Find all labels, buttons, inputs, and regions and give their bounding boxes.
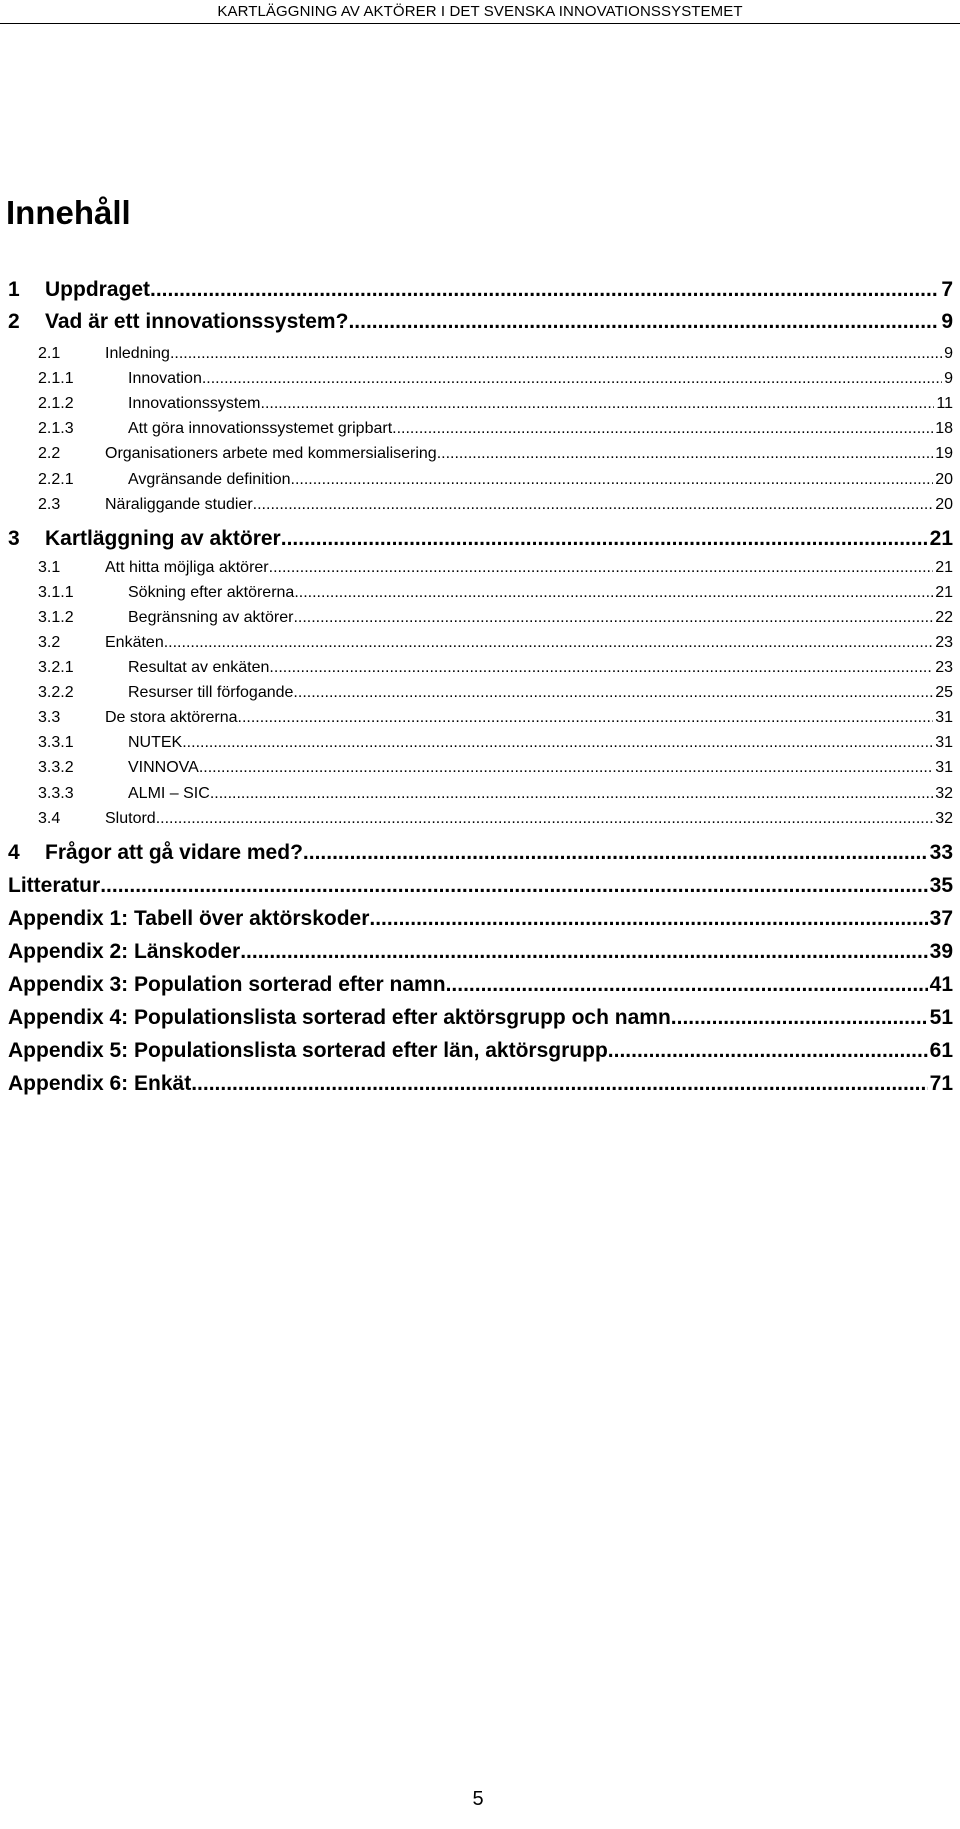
toc-entry[interactable] — [0, 1006, 953, 1030]
toc-entry[interactable] — [0, 310, 953, 334]
toc-entry-page: 21 — [929, 527, 953, 550]
toc-entry[interactable] — [0, 841, 953, 865]
toc-entry-title: Appendix 6: Enkät — [8, 1072, 192, 1095]
toc-dot-leader — [369, 907, 927, 931]
toc-dot-leader — [238, 709, 934, 727]
toc-dot-leader — [210, 785, 933, 803]
toc-entry-number: 2.2 — [38, 445, 61, 462]
toc-entry-page: 23 — [935, 634, 953, 651]
toc-entry-title: Organisationers arbete med kommersialisering — [105, 445, 437, 462]
toc-entry-title: Begränsning av aktörer — [128, 609, 294, 626]
toc-entry-page: 22 — [935, 609, 953, 626]
toc-dot-leader — [170, 345, 942, 363]
toc-dot-leader — [253, 496, 934, 514]
toc-entry-title: Appendix 1: Tabell över aktörskoder — [8, 907, 370, 930]
toc-entry-number: 1 — [8, 278, 20, 301]
toc-entry-title: Appendix 5: Populationslista sorterad efter län, aktörsgrupp — [8, 1039, 608, 1062]
toc-dot-leader — [202, 370, 942, 388]
toc-entry[interactable] — [0, 609, 953, 627]
toc-entry-page: 7 — [941, 278, 953, 301]
toc-entry-page: 19 — [935, 445, 953, 462]
toc-entry-title: VINNOVA — [128, 759, 199, 776]
toc-entry-number: 3.3.2 — [38, 759, 74, 776]
toc-entry-number: 2.1.1 — [38, 370, 74, 387]
toc-dot-leader — [293, 684, 933, 702]
toc-title: Innehåll — [6, 194, 131, 231]
toc-entry-title: Enkäten — [105, 634, 164, 651]
toc-entry-page: 21 — [935, 559, 953, 576]
toc-entry[interactable] — [0, 1039, 953, 1063]
toc-dot-leader — [281, 527, 928, 551]
toc-entry-page: 61 — [929, 1039, 953, 1062]
running-header: KARTLÄGGNING AV AKTÖRER I DET SVENSKA INNOVATIONSSYSTEMET — [217, 3, 743, 20]
toc-entry[interactable] — [0, 659, 953, 677]
toc-entry-title: Att göra innovationssystemet gripbart — [128, 420, 393, 437]
toc-entry-title: Slutord — [105, 810, 156, 827]
toc-entry-title: Sökning efter aktörerna — [128, 584, 295, 601]
toc-dot-leader — [671, 1006, 928, 1030]
toc-entry-title: Uppdraget — [45, 278, 150, 301]
toc-entry[interactable] — [0, 471, 953, 489]
toc-entry[interactable] — [0, 559, 953, 577]
toc-entry-number: 3.2.1 — [38, 659, 74, 676]
toc-entry-page: 23 — [935, 659, 953, 676]
toc-entry-title: Resultat av enkäten — [128, 659, 270, 676]
toc-entry-title: Innovationssystem — [128, 395, 261, 412]
toc-dot-leader — [392, 420, 933, 438]
toc-entry-page: 9 — [944, 345, 953, 362]
toc-entry-title: NUTEK — [128, 734, 183, 751]
toc-entry-number: 3.2.2 — [38, 684, 74, 701]
toc-entry-title: Litteratur — [8, 874, 101, 897]
toc-dot-leader — [191, 1072, 927, 1096]
toc-entry[interactable] — [0, 874, 953, 898]
toc-dot-leader — [100, 874, 927, 898]
toc-entry-page: 20 — [935, 496, 953, 513]
toc-entry[interactable] — [0, 395, 953, 413]
toc-dot-leader — [446, 973, 928, 997]
toc-entry-title: Avgränsande definition — [128, 471, 291, 488]
toc-entry[interactable] — [0, 940, 953, 964]
toc-entry-number: 3 — [8, 527, 20, 550]
toc-entry-page: 31 — [935, 709, 953, 726]
toc-entry-page: 33 — [929, 841, 953, 864]
toc-entry-page: 35 — [929, 874, 953, 897]
toc-entry-title: Appendix 3: Population sorterad efter namn — [8, 973, 446, 996]
toc-entry[interactable] — [0, 1072, 953, 1096]
toc-dot-leader — [348, 310, 939, 334]
toc-entry[interactable] — [0, 527, 953, 551]
toc-entry[interactable] — [0, 709, 953, 727]
toc-entry-number: 3.3.1 — [38, 734, 74, 751]
toc-entry-title: Frågor att gå vidare med? — [45, 841, 303, 864]
toc-entry-page: 39 — [929, 940, 953, 963]
toc-entry-number: 2.1.2 — [38, 395, 74, 412]
toc-entry-number: 3.1.2 — [38, 609, 74, 626]
toc-entry-title: Appendix 4: Populationslista sorterad efter aktörsgrupp och namn — [8, 1006, 671, 1029]
toc-entry-number: 2.1 — [38, 345, 61, 362]
toc-dot-leader — [182, 734, 933, 752]
toc-entry-page: 11 — [936, 395, 953, 412]
toc-entry-page: 25 — [935, 684, 953, 701]
toc-entry-number: 3.3 — [38, 709, 61, 726]
toc-entry-page: 71 — [929, 1072, 953, 1095]
toc-entry-title: De stora aktörerna — [105, 709, 238, 726]
toc-entry-title: Inledning — [105, 345, 170, 362]
toc-dot-leader — [269, 559, 934, 577]
toc-entry-number: 2.2.1 — [38, 471, 74, 488]
toc-entry-page: 9 — [944, 370, 953, 387]
toc-entry-page: 51 — [929, 1006, 953, 1029]
toc-entry[interactable] — [0, 810, 953, 828]
toc-entry-page: 20 — [935, 471, 953, 488]
toc-dot-leader — [303, 841, 928, 865]
toc-entry-page: 18 — [935, 420, 953, 437]
toc-entry[interactable] — [0, 278, 953, 302]
toc-entry-page: 31 — [935, 759, 953, 776]
toc-entry[interactable] — [0, 345, 953, 363]
toc-entry[interactable] — [0, 584, 953, 602]
toc-entry[interactable] — [0, 496, 953, 514]
toc-entry-page: 37 — [929, 907, 953, 930]
toc-entry-number: 3.1.1 — [38, 584, 74, 601]
toc-dot-leader — [608, 1039, 928, 1063]
toc-entry[interactable] — [0, 759, 953, 777]
toc-entry[interactable] — [0, 420, 953, 438]
toc-entry-number: 3.1 — [38, 559, 61, 576]
toc-entry[interactable] — [0, 445, 953, 463]
toc-dot-leader — [437, 445, 934, 463]
toc-entry-page: 32 — [935, 810, 953, 827]
toc-entry-page: 21 — [935, 584, 953, 601]
toc-entry-title: Vad är ett innovationssystem? — [45, 310, 349, 333]
toc-dot-leader — [261, 395, 935, 413]
toc-dot-leader — [291, 471, 934, 489]
toc-entry[interactable] — [0, 684, 953, 702]
toc-entry[interactable] — [0, 907, 953, 931]
toc-entry-number: 2 — [8, 310, 20, 333]
toc-entry-number: 3.2 — [38, 634, 61, 651]
toc-entry-number: 2.3 — [38, 496, 61, 513]
toc-entry[interactable] — [0, 785, 953, 803]
toc-entry-title: Appendix 2: Länskoder — [8, 940, 241, 963]
toc-entry-title: ALMI – SIC — [128, 785, 210, 802]
toc-entry-number: 2.1.3 — [38, 420, 74, 437]
toc-entry-page: 31 — [935, 734, 953, 751]
toc-entry-number: 4 — [8, 841, 20, 864]
toc-dot-leader — [294, 584, 933, 602]
toc-entry[interactable] — [0, 734, 953, 752]
toc-dot-leader — [269, 659, 933, 677]
page-number: 5 — [472, 1788, 484, 1810]
toc-dot-leader — [164, 634, 933, 652]
toc-dot-leader — [293, 609, 933, 627]
toc-entry-page: 9 — [941, 310, 953, 333]
toc-entry-page: 41 — [929, 973, 953, 996]
toc-entry-number: 3.3.3 — [38, 785, 74, 802]
toc-entry-title: Kartläggning av aktörer — [45, 527, 281, 550]
toc-entry[interactable] — [0, 634, 953, 652]
toc-entry[interactable] — [0, 370, 953, 388]
toc-entry-title: Innovation — [128, 370, 202, 387]
toc-entry-title: Att hitta möjliga aktörer — [105, 559, 269, 576]
toc-dot-leader — [156, 810, 934, 828]
toc-entry[interactable] — [0, 973, 953, 997]
toc-entry-page: 32 — [935, 785, 953, 802]
toc-dot-leader — [150, 278, 939, 302]
toc-entry-number: 3.4 — [38, 810, 61, 827]
toc-entry-title: Näraliggande studier — [105, 496, 253, 513]
toc-dot-leader — [240, 940, 927, 964]
toc-entry-title: Resurser till förfogande — [128, 684, 294, 701]
toc-dot-leader — [199, 759, 933, 777]
